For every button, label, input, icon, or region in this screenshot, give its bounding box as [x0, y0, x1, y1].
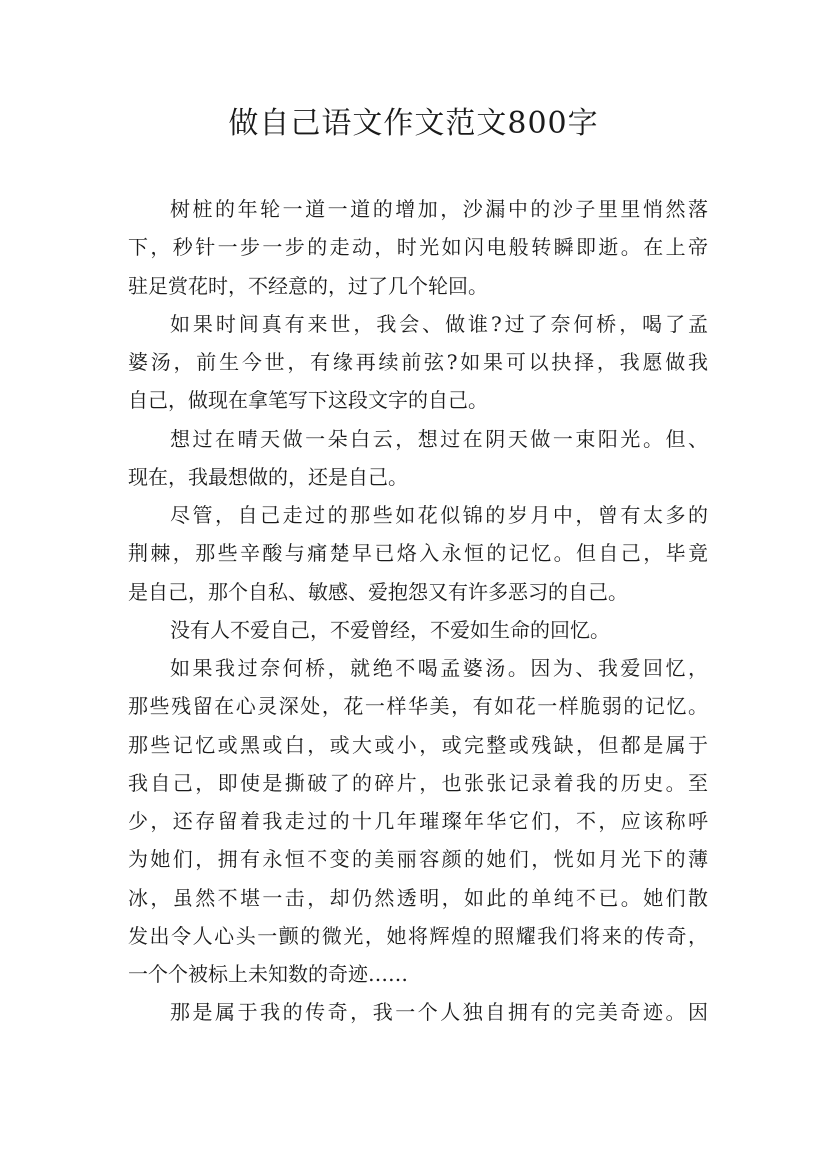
paragraph-line: 是自己，那个自私、敏感、爱抱怨又有许多恶习的自己。	[128, 579, 628, 604]
paragraph-line: 如果时间真有来世，我会、做谁?过了奈何桥，喝了孟	[170, 311, 708, 336]
paragraph-line: 驻足赏花时，不经意的，过了几个轮回。	[128, 273, 488, 298]
paragraph-line: 冰，虽然不堪一击，却仍然透明，如此的单纯不已。她们散	[128, 885, 708, 910]
paragraph-line: 那是属于我的传奇，我一个人独自拥有的完美奇迹。因	[170, 1000, 708, 1025]
paragraph-line: 婆汤，前生今世，有缘再续前弦?如果可以抉择，我愿做我	[128, 350, 708, 374]
paragraph-line: 没有人不爱自己，不爱曾经，不爱如生命的回忆。	[170, 617, 610, 642]
paragraph-line: 那些残留在心灵深处，花一样华美，有如花一样脆弱的记忆。	[128, 694, 708, 719]
paragraph-line: 为她们，拥有永恒不变的美丽容颜的她们，恍如月光下的薄	[128, 847, 708, 872]
paragraph-line: 一个个被标上未知数的奇迹……	[128, 962, 408, 986]
document-body	[128, 190, 708, 1032]
document-title: 做自己语文作文范文800字	[228, 106, 599, 141]
paragraph-line: 发出令人心头一颤的微光，她将辉煌的照耀我们将来的传奇，	[128, 923, 708, 948]
paragraph-line: 少，还存留着我走过的十几年璀璨年华它们，不，应该称呼	[128, 809, 708, 833]
paragraph-line: 如果我过奈何桥，就绝不喝孟婆汤。因为、我爱回忆，	[170, 656, 708, 680]
paragraph-line: 荆棘，那些辛酸与痛楚早已烙入永恒的记忆。但自己，毕竟	[128, 541, 708, 566]
paragraph-line: 自己，做现在拿笔写下这段文字的自己。	[128, 388, 488, 413]
paragraph-line: 树桩的年轮一道一道的增加，沙漏中的沙子里里悄然落	[170, 197, 708, 221]
paragraph-line: 我自己，即使是撕破了的碎片，也张张记录着我的历史。至	[128, 770, 708, 795]
paragraph-line: 下，秒针一步一步的走动，时光如闪电般转瞬即逝。在上帝	[128, 235, 708, 260]
paragraph-line: 尽管，自己走过的那些如花似锦的岁月中，曾有太多的	[170, 503, 708, 527]
paragraph-line: 那些记忆或黑或白，或大或小，或完整或残缺，但都是属于	[128, 732, 708, 757]
paragraph-line: 想过在晴天做一朵白云，想过在阴天做一束阳光。但、	[170, 426, 708, 451]
paragraph-line: 现在，我最想做的，还是自己。	[128, 464, 408, 489]
